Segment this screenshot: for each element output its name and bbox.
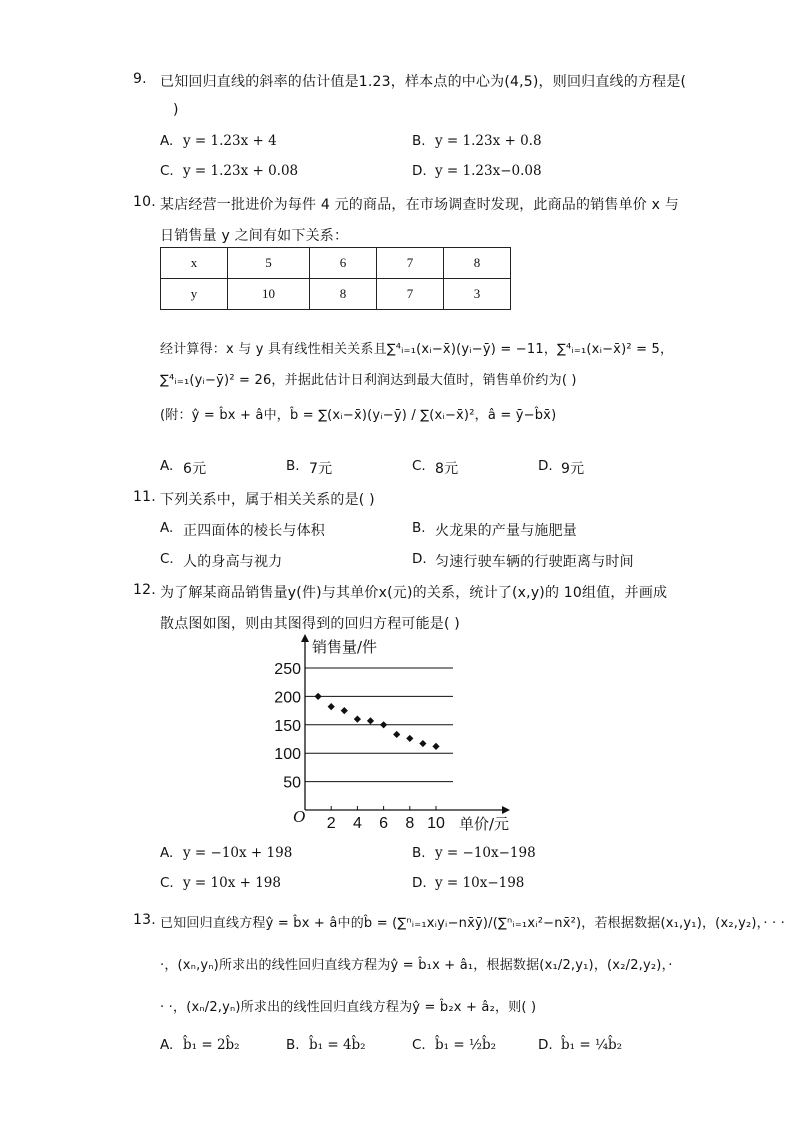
table-cell: 10 <box>228 279 310 310</box>
q9-option-d-label: D. <box>412 163 427 179</box>
q12-option-c: y = 10x + 198 <box>183 875 281 891</box>
q11-option-c-label: C. <box>160 551 174 567</box>
x-tick-label: 6 <box>379 815 389 832</box>
q13-option-c: b̂₁ = ½b̂₂ <box>435 1037 497 1053</box>
q13-option-d: b̂₁ = ¼b̂₂ <box>561 1037 623 1053</box>
data-point <box>432 743 439 750</box>
data-point <box>341 707 348 714</box>
q11-stem: 下列关系中，属于相关关系的是( ) <box>160 492 375 508</box>
y-tick-label: 50 <box>283 774 301 792</box>
table-cell: y <box>161 279 228 310</box>
q10-line3: 经计算得：x 与 y 具有线性相关关系且∑⁴ᵢ₌₁(xᵢ−x̄)(yᵢ−ȳ) = −11，∑⁴ᵢ₌₁(xᵢ−x̄)² = 5， <box>160 342 674 357</box>
q12-option-b-label: B. <box>412 845 426 861</box>
data-point <box>393 731 400 738</box>
q9-number: 9. <box>133 71 147 87</box>
q9-option-c: y = 1.23x + 0.08 <box>183 163 299 179</box>
data-point <box>367 717 374 724</box>
q9-option-c-label: C. <box>160 163 174 179</box>
q12-number: 12. <box>133 582 156 598</box>
data-point <box>419 740 426 747</box>
y-axis-arrow-icon <box>301 634 309 642</box>
table-cell: 7 <box>377 248 444 279</box>
x-tick-label: 8 <box>405 815 415 832</box>
y-tick-label: 150 <box>274 717 301 735</box>
origin-label: O <box>293 807 306 826</box>
data-point <box>354 716 361 723</box>
q13-option-b-label: B. <box>286 1037 300 1053</box>
table-cell: 5 <box>228 248 310 279</box>
x-tick-label: 4 <box>352 815 362 832</box>
q12-option-d: y = 10x−198 <box>435 875 525 891</box>
q10-line5: (附：ŷ = b̂x + â中，b̂ = ∑(xᵢ−x̄)(yᵢ−ȳ) / ∑(xᵢ−x̄)²，â = ȳ−b̂x̄) <box>160 408 557 423</box>
q9-stem-line2: ) <box>173 102 179 118</box>
data-point <box>380 721 387 728</box>
x-axis-arrow-icon <box>502 806 510 814</box>
q9-option-b: y = 1.23x + 0.8 <box>435 133 542 149</box>
scatter-plot <box>270 632 520 837</box>
table-cell: 6 <box>310 248 377 279</box>
x-axis-label: 单价/元 <box>459 815 510 833</box>
q10-option-a-label: A. <box>160 458 174 474</box>
q10-option-a: 6元 <box>183 461 207 477</box>
q13-option-c-label: C. <box>412 1037 426 1053</box>
q10-option-b: 7元 <box>309 461 333 477</box>
q13-option-d-label: D. <box>538 1037 553 1053</box>
q11-option-a: 正四面体的棱长与体积 <box>183 523 325 539</box>
q13-option-b: b̂₁ = 4b̂₂ <box>309 1037 366 1053</box>
grid-lines <box>305 668 453 782</box>
table-row <box>161 248 511 279</box>
y-tick-label: 100 <box>274 746 301 764</box>
q11-option-b: 火龙果的产量与施肥量 <box>435 523 577 539</box>
q12-option-a-label: A. <box>160 845 174 861</box>
y-tick-label: 200 <box>274 689 301 707</box>
table-cell: 3 <box>444 279 511 310</box>
q13-line1: 已知回归直线方程ŷ = b̂x + â中的b̂ = (∑ⁿᵢ₌₁xᵢyᵢ−nx̄ȳ)/(∑ⁿᵢ₌₁xᵢ²−nx̄²)，若根据数据(x₁,y₁)，(x₂,y₂)，· · · <box>160 916 786 931</box>
q10-option-c-label: C. <box>412 458 426 474</box>
q10-option-d: 9元 <box>561 461 585 477</box>
q9-option-b-label: B. <box>412 133 426 149</box>
q12-option-a: y = −10x + 198 <box>183 845 293 861</box>
q9-option-d: y = 1.23x−0.08 <box>435 163 542 179</box>
table-cell: 8 <box>310 279 377 310</box>
q12-option-d-label: D. <box>412 875 427 891</box>
q11-option-b-label: B. <box>412 520 426 536</box>
q9-option-a-label: A. <box>160 133 174 149</box>
data-point <box>328 703 335 710</box>
table-cell: x <box>161 248 228 279</box>
y-tick-labels <box>274 661 301 792</box>
x-tick-label: 2 <box>326 815 336 832</box>
q9-stem-line1: 已知回归直线的斜率的估计值是1.23，样本点的中心为(4,5)，则回归直线的方程是( <box>160 74 687 90</box>
q10-number: 10. <box>133 194 156 210</box>
q13-line3: · ·，(xₙ/2,yₙ)所求出的线性回归直线方程为ŷ = b̂₂x + â₂，则( ) <box>160 1000 537 1015</box>
q13-option-a-label: A. <box>160 1037 174 1053</box>
table-cell: 7 <box>377 279 444 310</box>
q11-option-a-label: A. <box>160 520 174 536</box>
q13-line2: ·，(xₙ,yₙ)所求出的线性回归直线方程为ŷ = b̂₁x + â₁，根据数据(x₁/2,y₁)，(x₂/2,y₂)，· <box>160 958 673 973</box>
data-point <box>315 693 322 700</box>
q10-stem-line2: 日销售量 y 之间有如下关系： <box>160 228 349 244</box>
q11-option-d: 匀速行驶车辆的行驶距离与时间 <box>435 554 634 570</box>
q10-data-table <box>160 247 511 310</box>
y-tick-label: 250 <box>274 661 301 678</box>
q12-stem-line1: 为了解某商品销售量y(件)与其单价x(元)的关系，统计了(x,y)的 10组值，并画成 <box>160 585 668 601</box>
q10-option-b-label: B. <box>286 458 300 474</box>
q11-option-d-label: D. <box>412 551 427 567</box>
q11-number: 11. <box>133 489 156 505</box>
q10-option-d-label: D. <box>538 458 553 474</box>
q9-option-a: y = 1.23x + 4 <box>183 133 277 149</box>
data-points <box>315 693 440 750</box>
data-point <box>406 735 413 742</box>
y-axis-label: 销售量/件 <box>312 638 378 656</box>
q13-option-a: b̂₁ = 2b̂₂ <box>183 1037 240 1053</box>
q10-line4: ∑⁴ᵢ₌₁(yᵢ−ȳ)² = 26，并据此估计日利润达到最大值时，销售单价约为( ) <box>160 373 577 388</box>
q12-option-c-label: C. <box>160 875 174 891</box>
q12-option-b: y = −10x−198 <box>435 845 536 861</box>
table-row <box>161 279 511 310</box>
q10-stem-line1: 某店经营一批进价为每件 4 元的商品，在市场调查时发现，此商品的销售单价 x 与 <box>160 197 679 213</box>
table-cell: 8 <box>444 248 511 279</box>
q13-number: 13. <box>133 912 156 928</box>
q12-stem-line2: 散点图如图，则由其图得到的回归方程可能是( ) <box>160 616 460 632</box>
x-tick-label: 10 <box>427 815 445 832</box>
q11-option-c: 人的身高与视力 <box>183 554 283 570</box>
q10-option-c: 8元 <box>435 461 459 477</box>
